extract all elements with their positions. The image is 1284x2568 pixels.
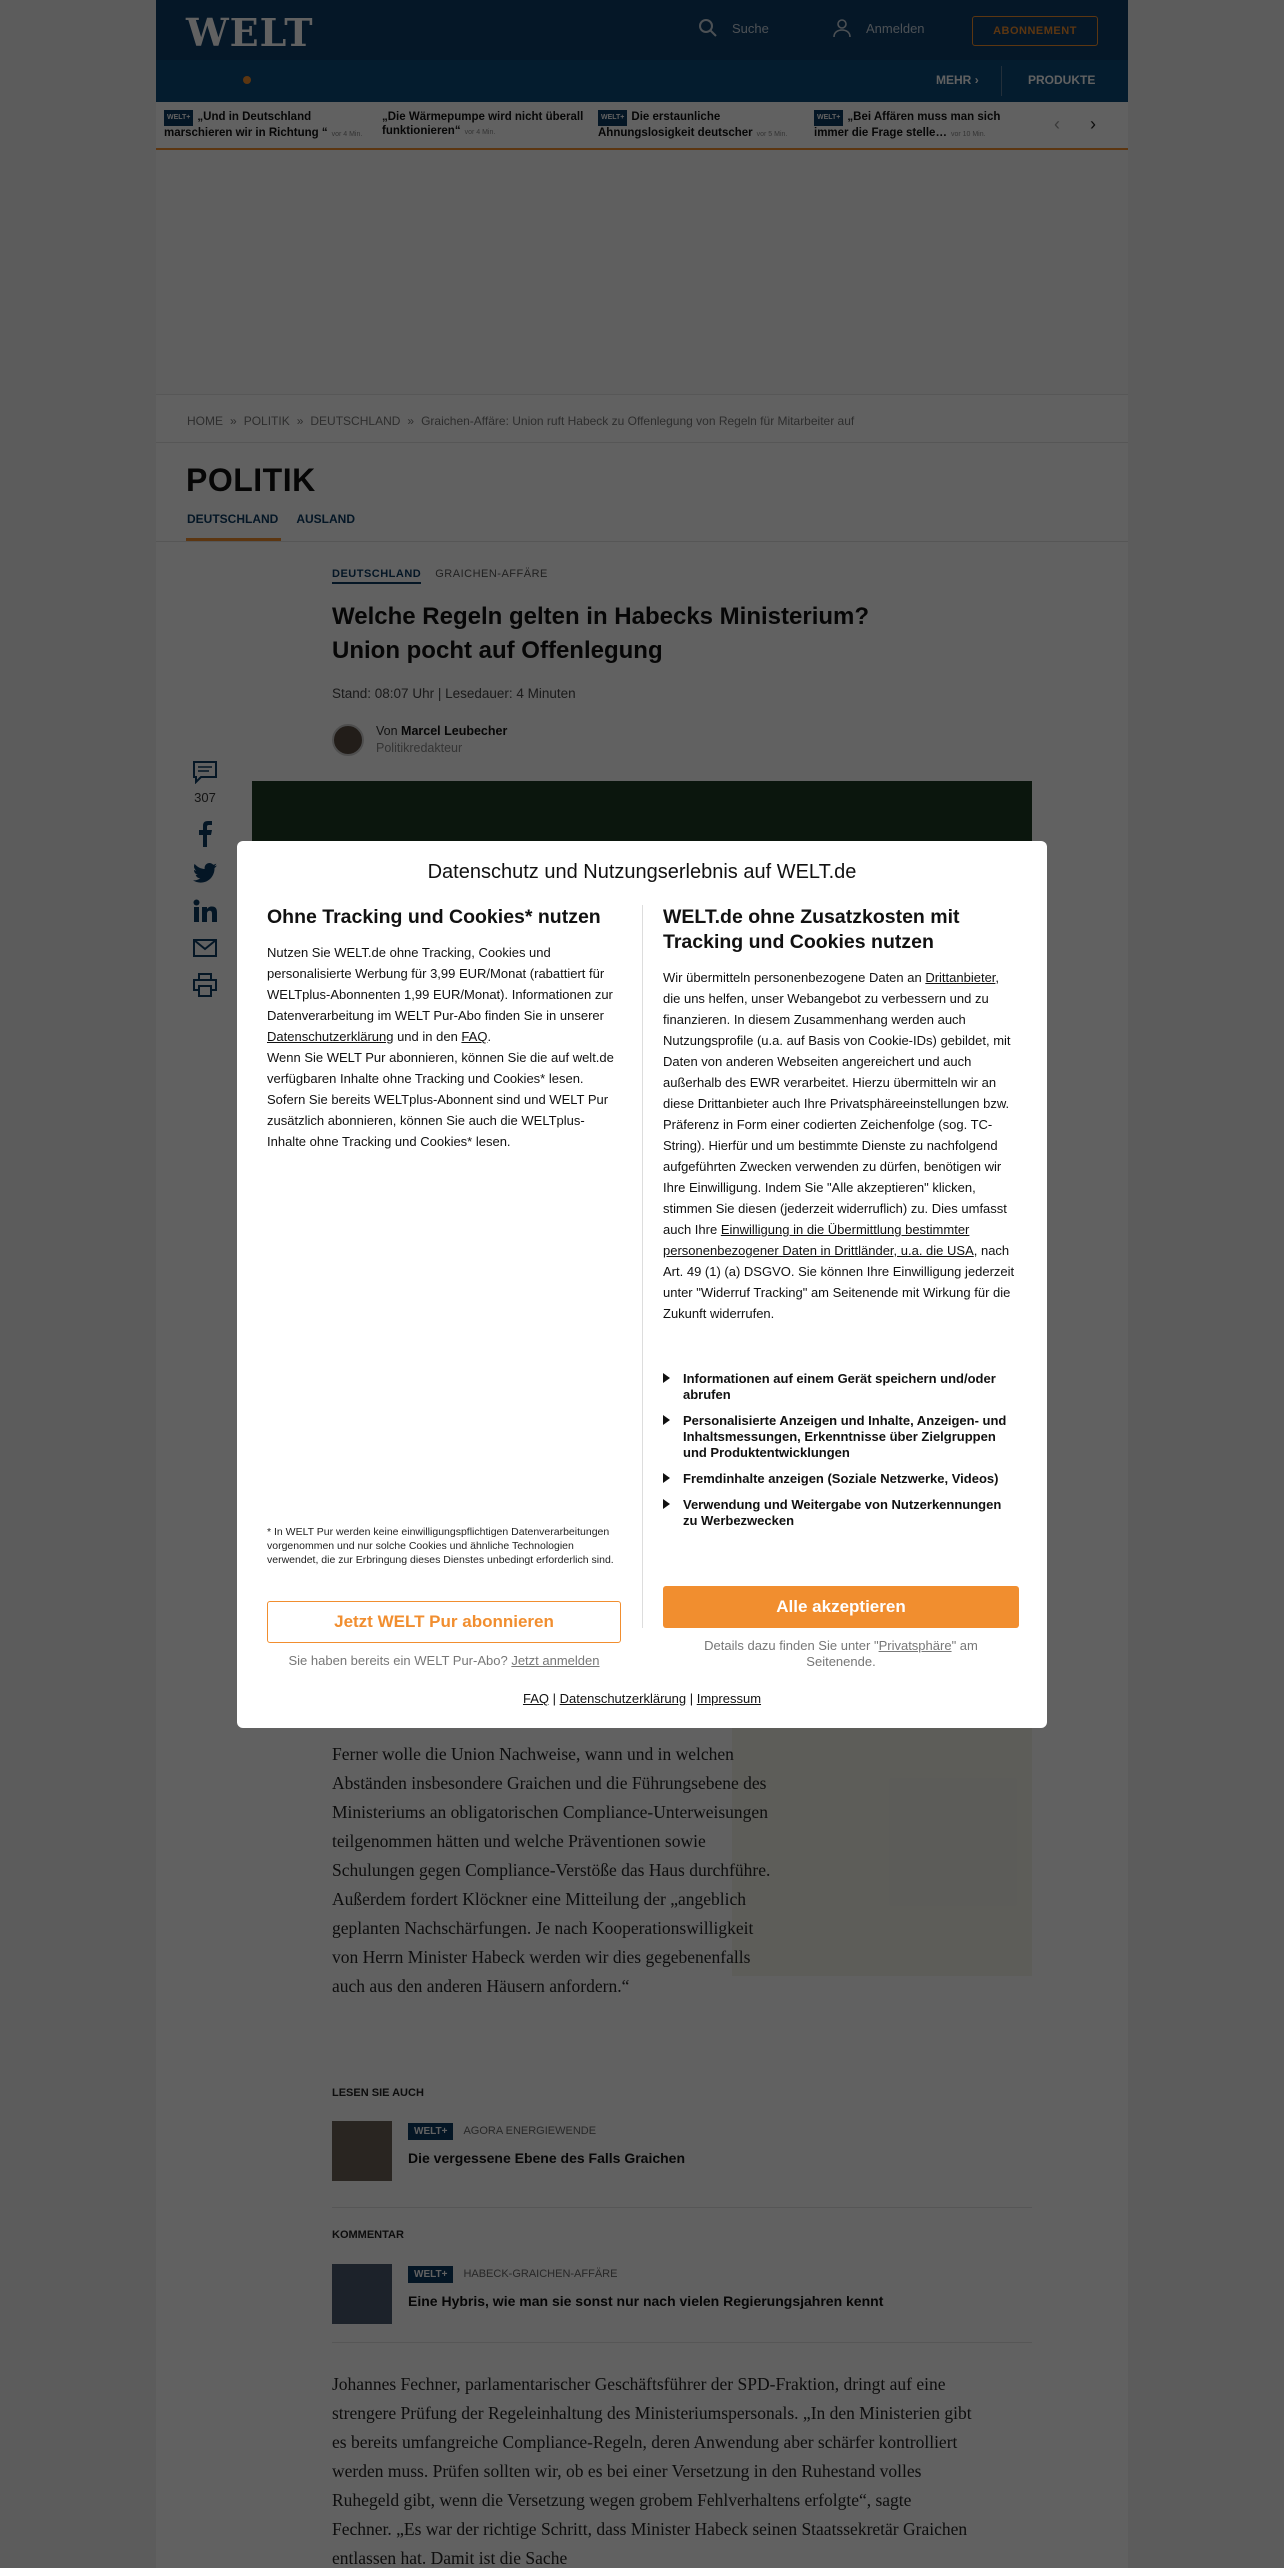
column-divider xyxy=(642,905,643,1628)
purpose-item[interactable] xyxy=(663,1371,1019,1403)
footer-faq-link[interactable]: FAQ xyxy=(522,1691,549,1706)
details-note xyxy=(683,1638,999,1670)
left-text: . xyxy=(487,1029,492,1044)
expand-triangle-icon xyxy=(663,1415,670,1425)
details-text: Details dazu finden Sie unter " xyxy=(704,1638,879,1653)
left-heading: Ohne Tracking und Cookies* nutzen xyxy=(267,906,601,928)
privacy-policy-link[interactable]: Datenschutzerklärung xyxy=(267,1029,394,1044)
right-heading: WELT.de ohne Zusatzkosten mit Tracking und Cookies nutzen xyxy=(663,906,960,953)
login-link[interactable]: Jetzt anmelden xyxy=(511,1653,600,1668)
consent-right-column xyxy=(663,905,1019,1324)
right-paragraph xyxy=(663,967,1019,1324)
already-text: Sie haben bereits ein WELT Pur-Abo? xyxy=(288,1653,508,1668)
consent-title: Datenschutz und Nutzungserlebnis auf WELT.de xyxy=(427,861,857,883)
footnote: * In WELT Pur werden keine einwilligungspflichtigen Datenverarbeitungen vorgenommen und nur solche Cookies und ähnliche Technologien verwendet, die zur Erbringung dieses Dienstes unbedingt erforderlich sind. xyxy=(267,1526,614,1566)
left-paragraph xyxy=(267,942,621,1047)
right-text: , die uns helfen, unser Webangebot zu verbessern und zu finanzieren. In diesem Zusammenhang werden auch Nutzungsprofile (u.a. auf Basis von Cookie-IDs) gebildet, mit Daten von anderen Webseiten angereichert und auch außerhalb des EWR verarbeitet. Hierzu übermitteln wir an diese Drittanbieter auch Ihre Privatsphäreeinstellungen bzw. Präferenz in Form einer codierten Zeichenfolge (sog. TC-String). Hierfür und um bestimmte Dienste zu nachfolgend aufgeführten Zwecken verwenden zu dürfen, benötigen wir Ihre Einwilligung. Indem Sie "Alle akzeptieren" klicken, stimmen Sie diesen (jederzeit widerruflich) zu. Dies umfasst auch Ihre xyxy=(663,970,1011,1237)
footer-privacy-link[interactable]: Datenschutzerklärung xyxy=(559,1691,687,1706)
faq-link[interactable]: FAQ xyxy=(461,1029,488,1044)
purpose-item[interactable] xyxy=(663,1497,1019,1529)
right-text: Wir übermitteln personenbezogene Daten an xyxy=(663,970,926,985)
purpose-item[interactable] xyxy=(663,1471,1019,1487)
accept-all-button[interactable]: Alle akzeptieren xyxy=(663,1586,1019,1628)
consent-purposes xyxy=(663,1371,1019,1539)
expand-triangle-icon xyxy=(663,1473,670,1483)
purpose-label: Informationen auf einem Gerät speichern und/oder abrufen xyxy=(683,1371,996,1402)
purpose-label: Verwendung und Weitergabe von Nutzerkennungen zu Werbezwecken xyxy=(683,1497,1002,1528)
purpose-item[interactable] xyxy=(663,1413,1019,1461)
consent-dialog xyxy=(237,841,1047,1728)
already-subscribed xyxy=(267,1653,621,1668)
left-paragraph-2: Wenn Sie WELT Pur abonnieren, können Sie die auf welt.de verfügbaren Inhalte ohne Tracking und Cookies* lesen. Sofern Sie bereits WELTplus-Abonnent sind und WELT Pur zusätzlich abonnieren, können Sie auch die WELTplus-Inhalte ohne Tracking und Cookies* lesen. xyxy=(267,1050,614,1149)
left-text: und in den xyxy=(393,1029,462,1044)
details-text: " am Seitenende. xyxy=(806,1638,978,1669)
left-text: Nutzen Sie WELT.de ohne Tracking, Cookies und personalisierte Werbung für 3,99 EUR/Monat (rabattiert für WELTplus-Abonnenten 1,99 EUR/Monat). Informationen zur Datenverarbeitung im WELT Pur-Abo finden Sie in unserer xyxy=(267,945,613,1023)
third-country-consent-link[interactable]: Einwilligung in die Übermittlung bestimmter personenbezogener Daten in Drittländer, u.a. die USA xyxy=(663,1222,974,1258)
third-parties-link[interactable]: Drittanbieter xyxy=(925,970,996,985)
welt-pur-subscribe-button[interactable]: Jetzt WELT Pur abonnieren xyxy=(267,1601,621,1643)
consent-left-column xyxy=(267,905,621,1152)
purpose-label: Fremdinhalte anzeigen (Soziale Netzwerke, Videos) xyxy=(683,1471,999,1486)
footer-imprint-link[interactable]: Impressum xyxy=(696,1691,762,1706)
footer-separator: | xyxy=(552,1691,556,1706)
privacy-link[interactable]: Privatsphäre xyxy=(878,1638,952,1653)
expand-triangle-icon xyxy=(663,1373,670,1383)
expand-triangle-icon xyxy=(663,1499,670,1509)
footer-separator: | xyxy=(689,1691,694,1706)
right-text: , nach Art. 49 (1) (a) DSGVO. Sie können Ihre Einwilligung jederzeit unter "Widerruf Tracking" am Seitenende mit Wirkung für die Zukunft widerrufen. xyxy=(663,1243,1015,1321)
consent-footer xyxy=(237,1691,1047,1706)
purpose-label: Personalisierte Anzeigen und Inhalte, Anzeigen- und Inhaltsmessungen, Erkenntnisse über Zielgruppen und Produktentwicklungen xyxy=(683,1413,1007,1460)
